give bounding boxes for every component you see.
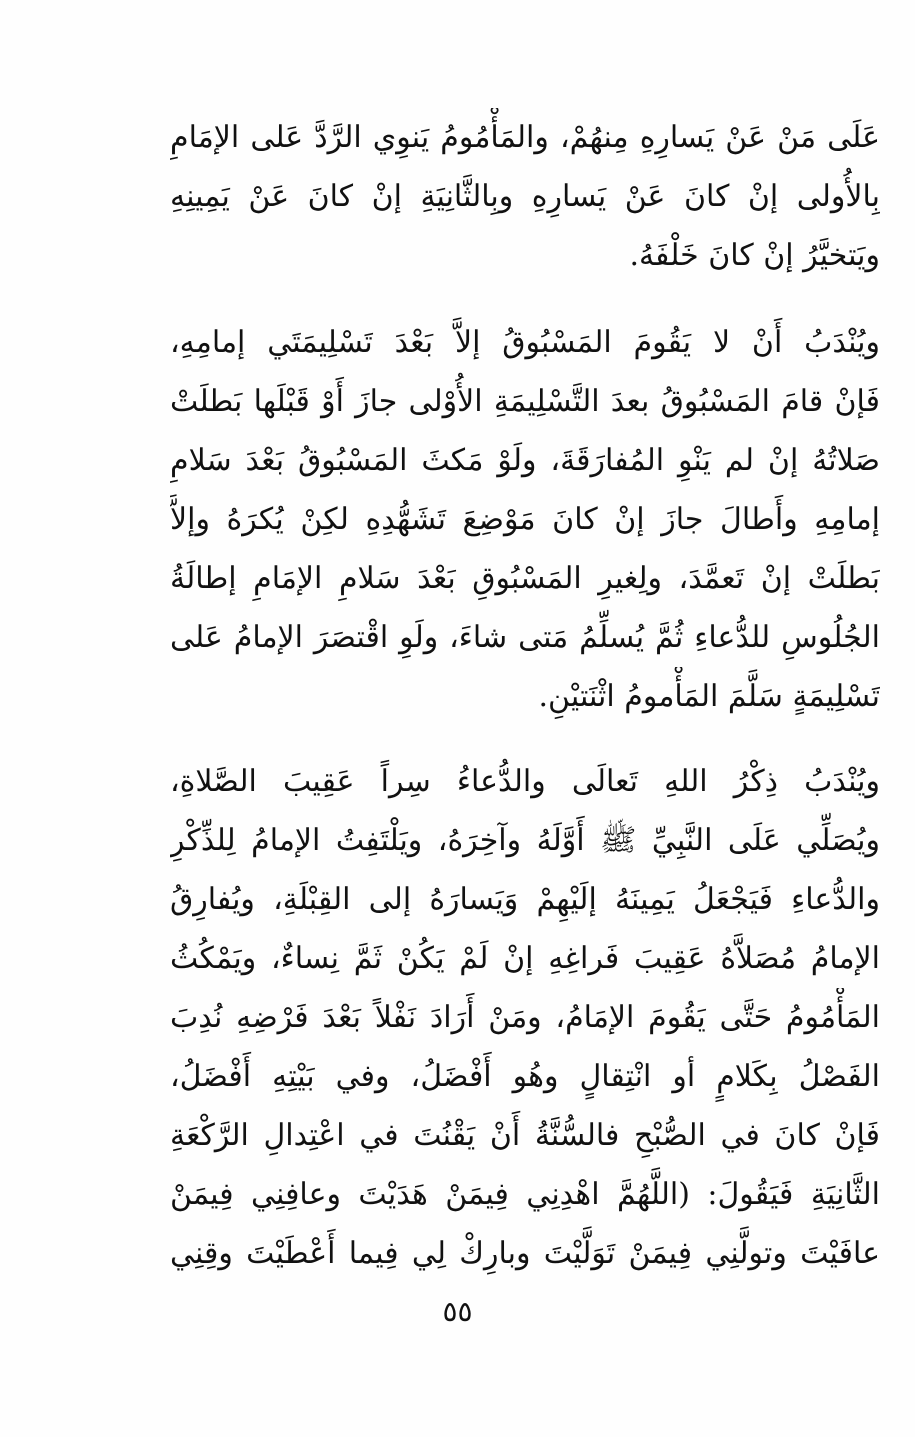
text-line: الإمامُ مُصَلاَّهُ عَقِيبَ فَراغِهِ إنْ لَمْ يَكُنْ ثَمَّ نِساءٌ، ويَمْكُثُ	[170, 941, 880, 976]
text-line: بِالأُولى إنْ كانَ عَنْ يَسارِهِ وبِالثَّانِيَةِ إنْ كانَ عَنْ يَمِينِهِ	[170, 179, 880, 214]
paragraph-2	[170, 313, 880, 726]
paragraph-1	[170, 108, 880, 285]
text-line: عَلَى مَنْ عَنْ يَسارِهِ مِنهُمْ، والمَأْمُومُ يَنوِي الرَّدَّ عَلى الإمَامِ	[170, 120, 880, 155]
text-line: فَإنْ قامَ المَسْبُوقُ بعدَ التَّسْلِيمَةِ الأُوْلى جازَ أَوْ قَبْلَها بَطلَتْ	[170, 384, 880, 419]
text-line: ويَتخيَّرُ إنْ كانَ خَلْفَهُ.	[629, 238, 880, 273]
text-line: فَإنْ كانَ في الصُّبْحِ فالسُّنَّةُ أَنْ يَقْنُتَ في اعْتِدالِ الرَّكْعَةِ	[170, 1118, 880, 1153]
text-line: الجُلُوسِ للدُّعاءِ ثُمَّ يُسلِّمُ مَتى شاءَ، ولَوِ اقْتصَرَ الإمامُ عَلى	[170, 620, 880, 655]
paragraph-3	[170, 752, 880, 1283]
text-line: الفَصْلُ بِكَلامٍ أو انْتِقالٍ وهُو أَفْضَلُ، وفي بَيْتِهِ أَفْضَلُ،	[170, 1059, 880, 1094]
text-line: تَسْلِيمَةٍ سَلَّمَ المَأْمومُ اثْنَتيْنِ.	[538, 679, 880, 714]
text-line: إمامِهِ وأَطالَ جازَ إنْ كانَ مَوْضِعَ تَشَهُّدِهِ لكِنْ يُكرَهُ وإلاَّ	[170, 502, 880, 537]
text-line: عافَيْتَ وتولَّنِي فِيمَنْ تَوَلَّيْتَ وبارِكْ لِي فِيما أَعْطَيْتَ وقِنِي	[170, 1236, 880, 1271]
text-line: ويُنْدَبُ ذِكْرُ اللهِ تَعالَى والدُّعاءُ سِراً عَقِيبَ الصَّلاةِ،	[170, 764, 880, 799]
text-line: ويُصَلِّي عَلَى النَّبِيِّ ﷺ أَوَّلَهُ وآخِرَهُ، ويَلْتَفِتُ الإمامُ لِلذِّكْرِ	[170, 823, 880, 858]
text-line: والدُّعاءِ فَيَجْعَلُ يَمِينَهُ إلَيْهِمْ وَيَسارَهُ إلى القِبْلَةِ، ويُفارِقُ	[170, 882, 880, 917]
page-number: ٥٥	[442, 1295, 473, 1328]
text-line: الثَّانِيَةِ فَيَقُولَ: (اللَّهُمَّ اهْدِنِي فِيمَنْ هَدَيْتَ وعافِنِي فِيمَنْ	[170, 1177, 880, 1212]
text-line: ويُنْدَبُ أَنْ لا يَقُومَ المَسْبُوقُ إلاَّ بَعْدَ تَسْلِيمَتَي إمامِهِ،	[170, 325, 880, 360]
text-line: صَلاتُهُ إنْ لم يَنْوِ المُفارَقَةَ، ولَوْ مَكثَ المَسْبُوقُ بَعْدَ سَلامِ	[170, 443, 880, 478]
text-line: المَأْمُومُ حَتَّى يَقُومَ الإمَامُ، ومَنْ أَرَادَ نَفْلاً بَعْدَ فَرْضِهِ نُدِبَ	[170, 1000, 880, 1035]
text-line: بَطلَتْ إنْ تَعمَّدَ، ولِغيرِ المَسْبُوقِ بَعْدَ سَلامِ الإمَامِ إطالَةُ	[170, 561, 880, 596]
